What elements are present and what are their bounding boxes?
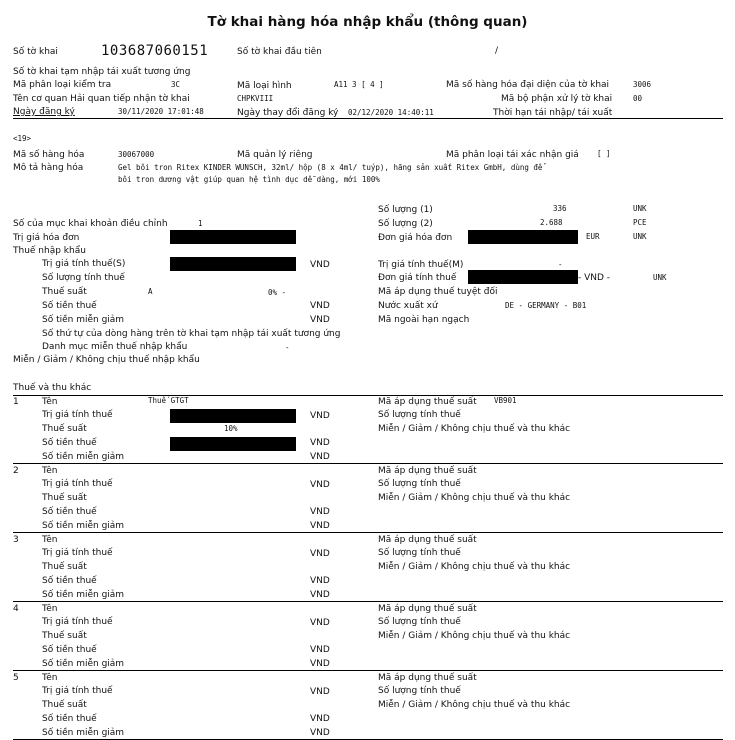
so-tien-mien-giam-label: Số tiền miễn giảm bbox=[42, 728, 125, 738]
dieu-chinh-label: Số của mục khai khoản điều chỉnh bbox=[13, 219, 168, 229]
ten-label: Tên bbox=[42, 604, 58, 614]
vnd-label: VND bbox=[310, 576, 330, 586]
thue-suat-code: A bbox=[148, 287, 153, 296]
so-luong-1-label: Số lượng (1) bbox=[378, 205, 433, 215]
redaction-bar bbox=[170, 437, 296, 451]
vnd-label: VND bbox=[310, 301, 330, 311]
vnd-label: VND bbox=[310, 480, 330, 490]
block-divider bbox=[13, 532, 723, 533]
dieu-chinh-value: 1 bbox=[198, 219, 203, 228]
thoi-han-label: Thời hạn tái nhập/ tái xuất bbox=[493, 108, 613, 118]
co-quan-hq-value: CHPKVIII bbox=[237, 94, 274, 103]
ma-ap-dung-value: VB901 bbox=[494, 396, 517, 405]
vnd-label: VND bbox=[310, 728, 330, 738]
ngay-thay-doi-value: 02/12/2020 14:40:11 bbox=[348, 108, 434, 117]
block-divider bbox=[13, 670, 723, 671]
danh-muc-mien-thue-value: - bbox=[285, 343, 290, 352]
ma-ap-dung-label: Mã áp dụng thuế suất bbox=[378, 466, 477, 476]
slash-separator: / bbox=[495, 46, 499, 56]
vnd-label: VND bbox=[310, 315, 330, 325]
tax-block-number: 3 bbox=[13, 535, 19, 545]
thue-suat-label: Thuế suất bbox=[42, 562, 87, 572]
ngoai-han-ngach-label: Mã ngoài hạn ngạch bbox=[378, 315, 470, 325]
vnd-label: VND bbox=[310, 411, 330, 421]
so-luong-tinh-thue-label: Số lượng tính thuế bbox=[378, 686, 461, 696]
ngay-dang-ky-label: Ngày đăng ký bbox=[13, 107, 75, 117]
vnd-label: VND bbox=[310, 260, 330, 270]
so-to-khai-dau-tien-label: Số tờ khai đầu tiên bbox=[237, 47, 322, 57]
so-to-khai-label: Số tờ khai bbox=[13, 47, 58, 57]
so-tien-mien-giam-label: Số tiền miễn giảm bbox=[42, 659, 125, 669]
don-gia-hoa-don-label: Đơn giá hóa đơn bbox=[378, 233, 453, 243]
ngay-dang-ky-value: 30/11/2020 17:01:48 bbox=[118, 107, 204, 116]
vnd-label: VND bbox=[310, 618, 330, 628]
don-gia-tinh-thue-value: - VND - bbox=[578, 273, 611, 283]
header-divider bbox=[13, 118, 723, 119]
so-luong-2-label: Số lượng (2) bbox=[378, 219, 433, 229]
tax-block-number: 5 bbox=[13, 673, 19, 683]
so-luong-2-value: 2.688 bbox=[540, 218, 563, 227]
ma-so-hang-hoa-label: Mã số hàng hóa bbox=[13, 150, 85, 160]
thue-suat-label: Thuế suất bbox=[42, 700, 87, 710]
block-divider bbox=[13, 601, 723, 602]
thue-suat-value: 10% bbox=[224, 424, 238, 433]
tri-gia-tinh-thue-label: Trị giá tính thuế bbox=[42, 548, 113, 558]
so-luong-1-value: 336 bbox=[553, 204, 567, 213]
tax-block-number: 2 bbox=[13, 466, 19, 476]
block-divider bbox=[13, 463, 723, 464]
ma-ap-dung-label: Mã áp dụng thuế suất bbox=[378, 673, 477, 683]
ten-value: Thuế GTGT bbox=[148, 396, 189, 405]
ma-ap-dung-label: Mã áp dụng thuế suất bbox=[378, 397, 477, 407]
so-luong-1-unit: UNK bbox=[633, 204, 647, 213]
danh-muc-mien-thue-label: Danh mục miễn thuế nhập khẩu bbox=[42, 342, 188, 352]
ten-label: Tên bbox=[42, 397, 58, 407]
so-tien-thue-label: Số tiền thuế bbox=[42, 714, 97, 724]
bo-phan-xu-ly-value: 00 bbox=[633, 94, 643, 103]
vnd-label: VND bbox=[310, 507, 330, 517]
ten-label: Tên bbox=[42, 673, 58, 683]
tri-gia-hoa-don-label: Trị giá hóa đơn bbox=[13, 233, 80, 243]
mien-giam-nk-label: Miễn / Giảm / Không chịu thuế nhập khẩu bbox=[13, 355, 200, 365]
tri-gia-tinh-thue-m-label: Trị giá tính thuế(M) bbox=[378, 260, 464, 270]
phan-loai-tai-xac-nhan-label: Mã phân loại tái xác nhận giá bbox=[446, 150, 579, 160]
vnd-label: VND bbox=[310, 521, 330, 531]
vnd-label: VND bbox=[310, 590, 330, 600]
so-tien-mien-giam-label: Số tiền miễn giảm bbox=[42, 521, 125, 531]
redaction-bar bbox=[468, 270, 578, 284]
so-tien-thue-label: Số tiền thuế bbox=[42, 438, 97, 448]
vnd-label: VND bbox=[310, 549, 330, 559]
so-tien-mien-giam-label: Số tiền miễn giảm bbox=[42, 590, 125, 600]
hang-hoa-dai-dien-value: 3006 bbox=[633, 80, 652, 89]
redaction-bar bbox=[170, 230, 296, 244]
redaction-bar bbox=[170, 409, 296, 423]
mien-giam-khac-label: Miễn / Giảm / Không chịu thuế và thu khác bbox=[378, 424, 571, 434]
tri-gia-tinh-thue-m-value: - bbox=[558, 260, 563, 269]
tax-block-number: 4 bbox=[13, 604, 19, 614]
nuoc-xuat-xu-value: DE - GERMANY - B01 bbox=[505, 301, 587, 310]
tri-gia-tinh-thue-label: Trị giá tính thuế bbox=[42, 479, 113, 489]
so-tien-thue-label: Số tiền thuế bbox=[42, 645, 97, 655]
so-luong-tinh-thue-label: Số lượng tính thuế bbox=[378, 548, 461, 558]
mo-ta-label: Mô tả hàng hóa bbox=[13, 163, 84, 173]
mien-giam-khac-label: Miễn / Giảm / Không chịu thuế và thu khác bbox=[378, 493, 571, 503]
loai-hinh-value: A11 3 [ 4 ] bbox=[334, 80, 384, 89]
so-tien-mien-giam-label: Số tiền miễn giảm bbox=[42, 452, 125, 462]
tri-gia-tinh-thue-label: Trị giá tính thuế bbox=[42, 617, 113, 627]
section-divider bbox=[13, 395, 723, 396]
tam-nhap-label: Số tờ khai tạm nhập tái xuất tương ứng bbox=[13, 67, 191, 77]
mien-giam-khac-label: Miễn / Giảm / Không chịu thuế và thu khác bbox=[378, 700, 571, 710]
vnd-label: VND bbox=[310, 452, 330, 462]
loai-hinh-label: Mã loại hình bbox=[237, 81, 292, 91]
vnd-label: VND bbox=[310, 438, 330, 448]
ma-ap-dung-label: Mã áp dụng thuế suất bbox=[378, 604, 477, 614]
don-gia-tinh-thue-unit: UNK bbox=[653, 273, 667, 282]
so-luong-tinh-thue-label: Số lượng tính thuế bbox=[378, 617, 461, 627]
thue-suat-label: Thuế suất bbox=[42, 631, 87, 641]
ma-quan-ly-rieng-label: Mã quản lý riêng bbox=[237, 150, 313, 160]
bo-phan-xu-ly-label: Mã bộ phận xử lý tờ khai bbox=[501, 94, 613, 104]
so-luong-tinh-thue-label: Số lượng tính thuế bbox=[378, 479, 461, 489]
thue-suat-label: Thuế suất bbox=[42, 493, 87, 503]
mo-ta-line-2: bôi tron dương vật giúp quan hệ tình dục dễ dàng, mới 100% bbox=[118, 175, 380, 184]
so-to-khai-value: 103687060151 bbox=[101, 43, 209, 59]
mien-giam-khac-label: Miễn / Giảm / Không chịu thuế và thu khác bbox=[378, 631, 571, 641]
phan-loai-kiem-tra-label: Mã phân loại kiểm tra bbox=[13, 80, 112, 90]
so-luong-2-unit: PCE bbox=[633, 218, 647, 227]
redaction-bar bbox=[170, 257, 296, 271]
vnd-label: VND bbox=[310, 659, 330, 669]
so-luong-tinh-thue-label: Số lượng tính thuế bbox=[378, 410, 461, 420]
thue-nhap-khau-label: Thuế nhập khẩu bbox=[13, 246, 86, 256]
item-index: <19> bbox=[13, 134, 32, 143]
ngay-thay-doi-label: Ngày thay đổi đăng ký bbox=[237, 108, 339, 118]
don-gia-currency: EUR bbox=[586, 232, 600, 241]
don-gia-tinh-thue-label: Đơn giá tính thuế bbox=[378, 273, 457, 283]
stt-dong-hang-label: Số thứ tự của dòng hàng trên tờ khai tạm nhập tái xuất tương ứng bbox=[42, 329, 341, 339]
tri-gia-tinh-thue-label: Trị giá tính thuế bbox=[42, 410, 113, 420]
hang-hoa-dai-dien-label: Mã số hàng hóa đại diện của tờ khai bbox=[446, 80, 610, 90]
vnd-label: VND bbox=[310, 714, 330, 724]
ma-so-hang-hoa-value: 30067000 bbox=[118, 150, 155, 159]
thue-thu-khac-label: Thuế và thu khác bbox=[13, 383, 92, 393]
thue-suat-label: Thuế suất bbox=[42, 287, 87, 297]
so-luong-tinh-thue-label: Số lượng tính thuế bbox=[42, 273, 125, 283]
mo-ta-line-1: Gel bôi tron Ritex KINDER WUNSCH, 32ml/ hộp (8 x 4ml/ tuýp), hãng sản xuất Ritex GmbH, dùng để bbox=[118, 163, 543, 172]
redaction-bar bbox=[468, 230, 578, 244]
so-tien-thue-label: Số tiền thuế bbox=[42, 576, 97, 586]
vnd-label: VND bbox=[310, 687, 330, 697]
co-quan-hq-label: Tên cơ quan Hải quan tiếp nhận tờ khai bbox=[13, 94, 190, 104]
document-title: Tờ khai hàng hóa nhập khẩu (thông quan) bbox=[207, 14, 528, 30]
tax-block-number: 1 bbox=[13, 397, 19, 407]
so-tien-thue-label: Số tiền thuế bbox=[42, 301, 97, 311]
so-tien-thue-label: Số tiền thuế bbox=[42, 507, 97, 517]
thue-suat-value: 0% - bbox=[268, 288, 287, 297]
phan-loai-tai-xac-nhan-value: [ ] bbox=[597, 149, 611, 158]
ten-label: Tên bbox=[42, 535, 58, 545]
thue-suat-label: Thuế suất bbox=[42, 424, 87, 434]
so-tien-mien-giam-label: Số tiền miễn giảm bbox=[42, 315, 125, 325]
phan-loai-kiem-tra-value: 3C bbox=[171, 80, 181, 89]
ma-ap-dung-label: Mã áp dụng thuế suất bbox=[378, 535, 477, 545]
ten-label: Tên bbox=[42, 466, 58, 476]
ma-ap-dung-tuyet-doi-label: Mã áp dụng thuế tuyệt đối bbox=[378, 287, 498, 297]
vnd-label: VND bbox=[310, 645, 330, 655]
don-gia-unit: UNK bbox=[633, 232, 647, 241]
tri-gia-tinh-thue-s-label: Trị giá tính thuế(S) bbox=[42, 259, 126, 269]
nuoc-xuat-xu-label: Nước xuất xứ bbox=[378, 301, 438, 311]
tri-gia-tinh-thue-label: Trị giá tính thuế bbox=[42, 686, 113, 696]
mien-giam-khac-label: Miễn / Giảm / Không chịu thuế và thu khác bbox=[378, 562, 571, 572]
